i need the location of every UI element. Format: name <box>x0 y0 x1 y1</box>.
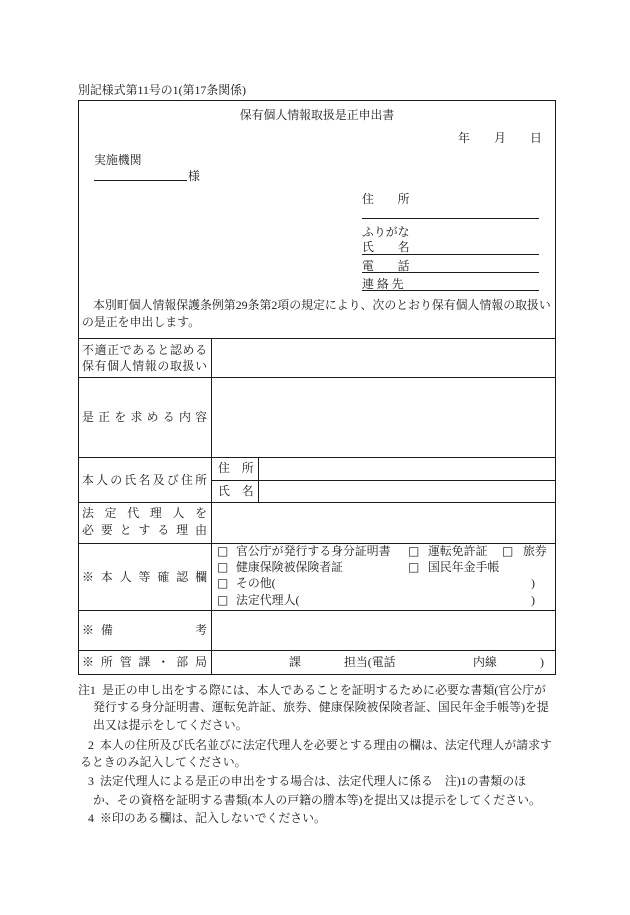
department-extension-label: 内線 <box>473 655 497 669</box>
applicant-contact-field[interactable] <box>412 276 539 290</box>
note-marker: 2 <box>88 738 94 752</box>
applicant-address-underline <box>362 218 539 219</box>
applicant-phone-field[interactable] <box>412 258 539 272</box>
date-day-label: 日 <box>530 131 542 145</box>
department-extension-field[interactable] <box>498 652 538 673</box>
department-section-field[interactable] <box>215 652 287 673</box>
note-line: 本人の住所及び氏名並びに法定代理人を必要とする理由の欄は、法定代理人が請求す <box>100 738 552 752</box>
form-number-caption: 別記様式第11号の1(第17条関係) <box>78 83 247 97</box>
note-line: ※印のある欄は、記入しないでください。 <box>100 811 326 825</box>
date-day-field[interactable] <box>506 131 528 145</box>
improper-handling-label: 保有個人情報の取扱い <box>82 359 207 373</box>
applicant-phone-label: 電 話 <box>362 259 410 273</box>
applicant-name-underline <box>362 254 539 255</box>
checkbox-passport[interactable]: □ <box>502 544 514 558</box>
date-month-field[interactable] <box>470 131 492 145</box>
option-government-id-label: 官公庁が発行する身分証明書 <box>236 544 391 558</box>
checkbox-drivers-license[interactable]: □ <box>408 544 420 558</box>
note-line: か、その資格を証明する書類(本人の戸籍の謄本等)を提出又は提示をしてください。 <box>93 793 541 807</box>
recipient-name-field[interactable] <box>94 167 187 181</box>
improper-handling-field[interactable] <box>212 339 555 376</box>
principal-name-label: 氏 名 <box>218 484 254 498</box>
department-phone-field[interactable] <box>412 652 470 673</box>
applicant-contact-label: 連 絡 先 <box>362 277 404 291</box>
principal-address-field[interactable] <box>259 458 555 479</box>
improper-handling-label: 不適正であると認める <box>82 343 207 357</box>
form-title: 保有個人情報取扱是正申出書 <box>239 108 395 122</box>
principal-name-field[interactable] <box>259 481 555 501</box>
intro-text-line: の是正を申出します。 <box>82 315 200 329</box>
note-marker: 4 <box>88 811 94 825</box>
note-line: 是正の申し出をする際には、本人であることを証明するために必要な書類(官公庁が <box>102 683 546 697</box>
remarks-field[interactable] <box>212 611 555 649</box>
checkbox-pension-book[interactable]: □ <box>408 560 420 574</box>
department-staff-field[interactable] <box>302 652 342 673</box>
option-drivers-license-label: 運転免許証 <box>428 544 488 558</box>
applicant-address-field[interactable] <box>362 206 539 218</box>
applicant-address-label: 住 所 <box>362 192 410 206</box>
option-pension-book-label: 国民年金手帳 <box>428 560 500 574</box>
option-other-detail-field[interactable] <box>285 576 529 590</box>
remarks-label: ※備 考 <box>82 623 207 637</box>
option-health-insurance-label: 健康保険被保険者証 <box>236 560 344 574</box>
intro-text-line: 本別町個人情報保護条例第29条第2項の規定により、次のとおり保有個人情報の取扱い <box>93 298 551 312</box>
applicant-phone-underline <box>362 272 539 273</box>
note-marker: 3 <box>88 774 94 788</box>
applicant-contact-underline <box>362 290 539 291</box>
table-row-divider <box>78 650 556 651</box>
department-close-paren: ) <box>540 655 544 669</box>
applicant-name-field[interactable] <box>412 240 539 254</box>
recipient-label: 実施機関 <box>94 153 142 167</box>
principal-address-label: 住 所 <box>218 461 254 475</box>
recipient-honorific: 様 <box>188 169 200 183</box>
principal-label: 本人の氏名及び住所 <box>82 473 207 487</box>
note-line: るときのみ記入してください。 <box>80 755 247 769</box>
department-section-suffix: 課 <box>289 655 301 669</box>
option-legal-agent-detail-field[interactable] <box>307 593 529 607</box>
option-passport-label: 旅券 <box>523 544 547 558</box>
correction-request-label: 是正を求める内容 <box>82 410 207 424</box>
option-other-close-paren: ) <box>531 576 535 590</box>
applicant-furigana-label: ふりがな <box>362 225 410 239</box>
applicant-furigana-field[interactable] <box>412 225 539 239</box>
option-other-label: その他( <box>236 576 276 590</box>
note-line: 出又は提示をしてください。 <box>93 718 248 732</box>
checkbox-other[interactable]: □ <box>217 576 229 590</box>
agent-reason-label: 必要とする理由 <box>82 523 207 537</box>
date-year-field[interactable] <box>424 131 456 145</box>
department-label: ※所管課・部局 <box>82 655 207 669</box>
correction-request-field[interactable] <box>212 378 555 456</box>
checkbox-legal-agent[interactable]: □ <box>217 593 229 607</box>
department-contact-prefix: 担当(電話 <box>344 655 396 669</box>
option-legal-agent-close-paren: ) <box>531 593 535 607</box>
note-marker: 注1 <box>78 683 96 697</box>
agent-reason-field[interactable] <box>212 503 555 542</box>
applicant-name-label: 氏 名 <box>362 240 410 254</box>
date-month-label: 月 <box>494 131 506 145</box>
identity-check-label: ※本人等確認欄 <box>82 570 207 584</box>
checkbox-government-id[interactable]: □ <box>217 544 229 558</box>
agent-reason-label: 法定代理人を <box>82 506 207 520</box>
option-legal-agent-label: 法定代理人( <box>236 593 300 607</box>
note-line: 法定代理人による是正の申出をする場合は、法定代理人に係る 注)1の書類のほ <box>100 774 527 788</box>
date-year-label: 年 <box>458 131 470 145</box>
checkbox-health-insurance[interactable]: □ <box>217 560 229 574</box>
note-line: 発行する身分証明書、運転免許証、旅券、健康保険被保険者証、国民年金手帳等)を提 <box>93 700 549 714</box>
